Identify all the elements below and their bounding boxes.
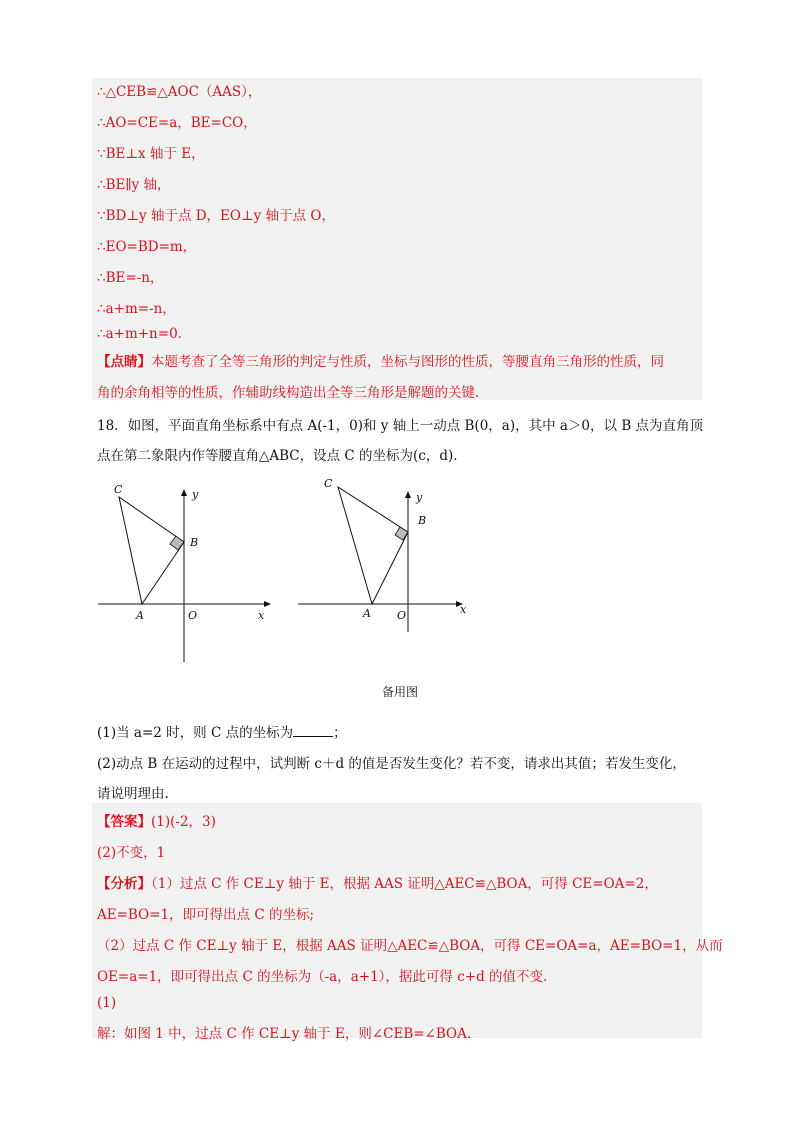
proof-line-1: ∴△CEB≌△AOC（AAS），	[97, 84, 262, 100]
triangle-abc	[338, 487, 408, 604]
figure-1	[92, 478, 282, 668]
proof-line-4: ∴BE∥y 轴，	[97, 177, 171, 193]
analysis-line-1	[97, 872, 658, 892]
answer-line-2: (2)不变，1	[97, 845, 166, 861]
proof-line-7: ∴BE=-n，	[97, 270, 164, 286]
answer-blank	[293, 724, 333, 737]
analysis-line-4: OE=a=1，即可得出点 C 的坐标为（-a，a+1），据此可得 c+d 的值不变.	[97, 969, 548, 985]
label-c: C	[324, 477, 333, 490]
x-axis-arrow	[264, 601, 271, 607]
proof-line-9: ∴a+m+n=0．	[97, 326, 192, 342]
label-y: y	[416, 491, 423, 504]
label-o: O	[188, 609, 198, 622]
right-angle-marker	[170, 536, 184, 550]
proof-line-6: ∴EO=BD=m，	[97, 239, 197, 255]
comment-tag: 【点睛】	[97, 354, 151, 370]
label-x: x	[460, 603, 467, 616]
answer-1: (1)(-2，3)	[151, 814, 216, 830]
label-a: A	[136, 609, 144, 622]
y-axis-arrow	[405, 491, 411, 498]
proof-line-3: ∵BE⊥x 轴于 E，	[97, 146, 205, 162]
analysis-line-3: （2）过点 C 作 CE⊥y 轴于 E，根据 AAS 证明△AEC≌△BOA，可得 CE=OA=a，AE=BO=1，从而	[97, 938, 723, 954]
question-1	[97, 721, 347, 741]
proof-line-2: ∴AO=CE=a，BE=CO，	[97, 115, 257, 131]
question-1-end: ；	[333, 725, 347, 741]
problem-text-1: 如图，平面直角坐标系中有点 A(-1，0)和 y 轴上一动点 B(0，a)，其中 a＞0，以 B 点为直角顶	[127, 418, 704, 434]
proof-line-5: ∵BD⊥y 轴于点 D，EO⊥y 轴于点 O，	[97, 208, 335, 224]
comment-text-1: 本题考查了全等三角形的判定与性质，坐标与图形的性质，等腰直角三角形的性质，同	[151, 354, 664, 370]
figure-caption: 备用图	[382, 685, 419, 699]
y-axis-arrow	[181, 489, 187, 496]
analysis-tag: 【分析】	[97, 876, 151, 892]
question-1-text: (1)当 a=2 时，则 C 点的坐标为	[97, 725, 294, 741]
comment-line-2: 角的余角相等的性质，作辅助线构造出全等三角形是解题的关键.	[97, 385, 480, 401]
label-b: B	[418, 514, 427, 527]
figure-2	[294, 476, 484, 636]
label-x: x	[258, 609, 265, 622]
part-label: (1)	[97, 995, 117, 1011]
label-c: C	[114, 483, 123, 496]
right-angle-marker	[395, 527, 408, 540]
label-y: y	[192, 488, 199, 501]
triangle-abc	[119, 497, 184, 604]
analysis-text-1: （1）过点 C 作 CE⊥y 轴于 E，根据 AAS 证明△AEC≌△BOA，可得 CE=OA=2，	[151, 876, 658, 892]
answer-tag: 【答案】	[97, 814, 151, 830]
question-2-line-2: 请说明理由.	[97, 786, 169, 802]
question-2-line-1: (2)动点 B 在运动的过程中，试判断 c＋d 的值是否发生变化？若不变，请求出其值；若发生变化，	[97, 756, 686, 772]
label-b: B	[190, 536, 199, 549]
proof-line-8: ∴a+m=-n，	[97, 301, 176, 317]
problem-line-1	[97, 414, 703, 434]
problem-line-2: 点在第二象限内作等腰直角△ABC，设点 C 的坐标为(c，d).	[97, 448, 458, 464]
label-o: O	[397, 609, 407, 622]
answer-line-1	[97, 810, 216, 830]
comment-line-1	[97, 350, 664, 370]
label-a: A	[363, 607, 371, 620]
analysis-line-2: AE=BO=1，即可得出点 C 的坐标;	[97, 907, 315, 923]
solution-line: 解：如图 1 中，过点 C 作 CE⊥y 轴于 E，则∠CEB=∠BOA.	[97, 1026, 472, 1042]
problem-number: 18．	[97, 418, 128, 434]
